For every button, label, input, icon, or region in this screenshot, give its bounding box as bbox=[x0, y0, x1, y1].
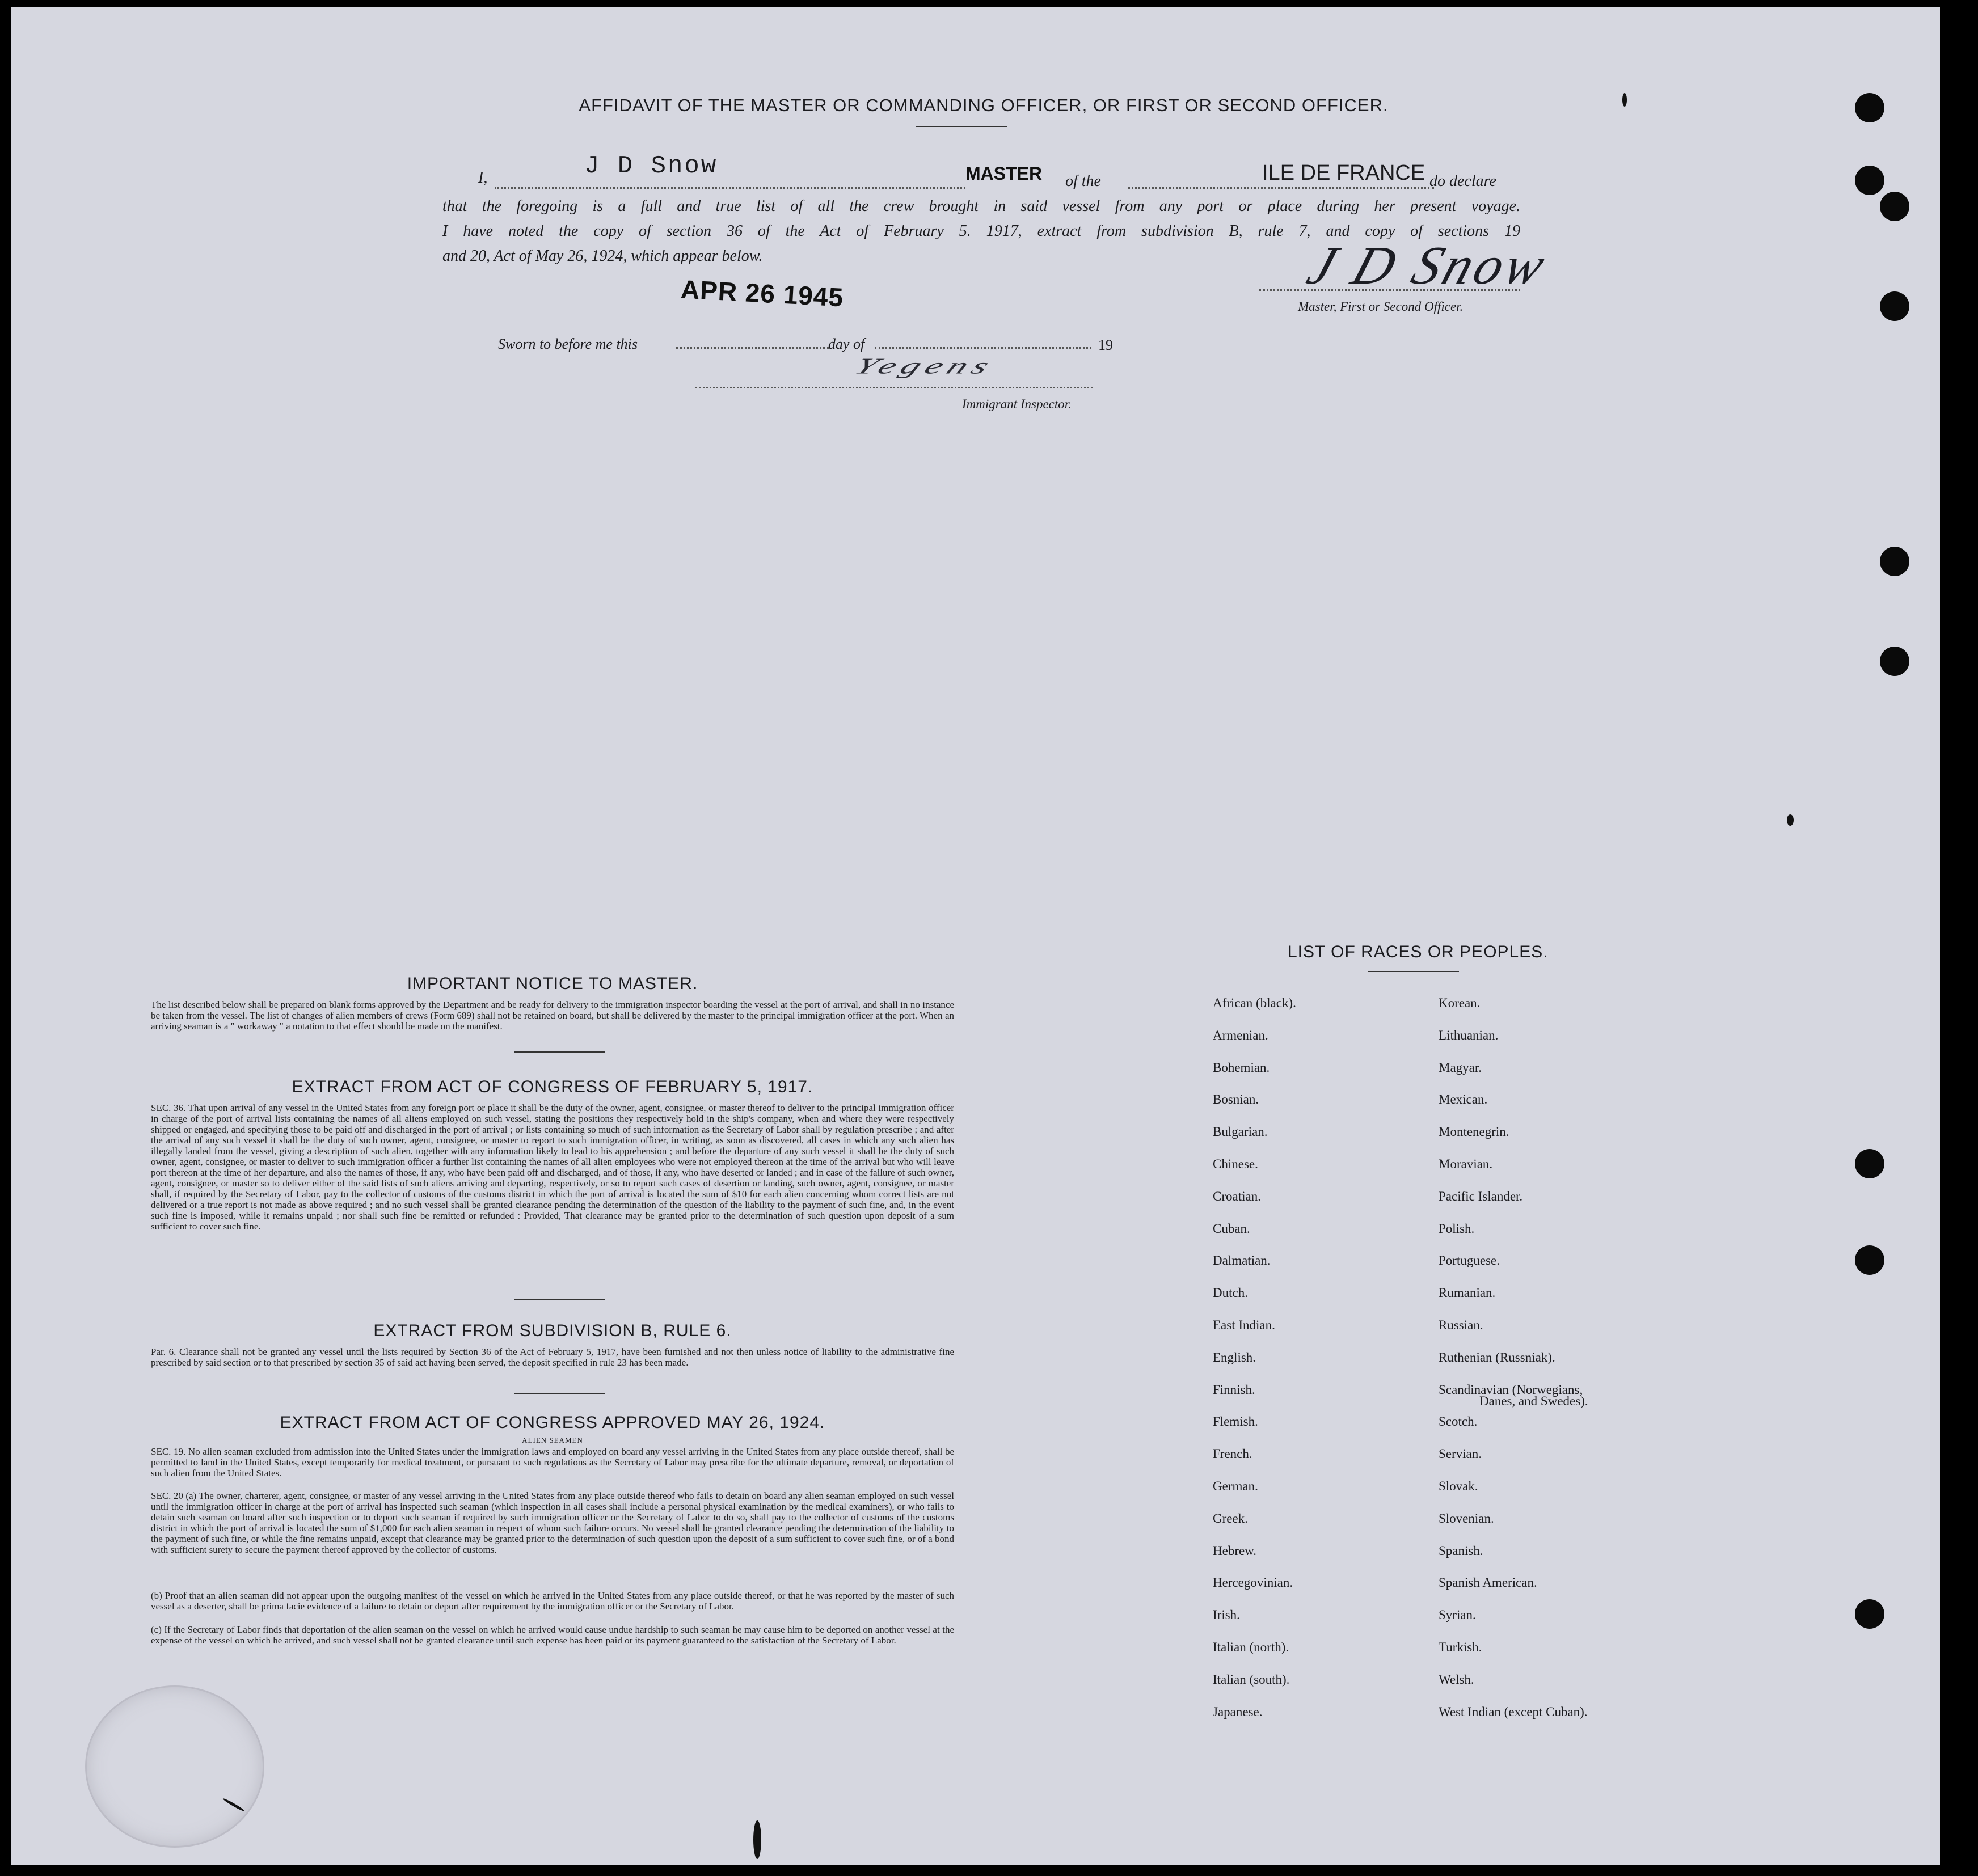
notice-divider bbox=[514, 1051, 605, 1053]
day-of-label: day of bbox=[828, 336, 865, 352]
binding-hole bbox=[1880, 647, 1909, 676]
rank-stamp: MASTER bbox=[965, 163, 1043, 184]
extract-1917-divider bbox=[514, 1299, 605, 1300]
race-item: Irish. bbox=[1213, 1608, 1240, 1622]
of-the-line bbox=[1128, 187, 1434, 189]
title-underline bbox=[916, 126, 1007, 127]
race-item: Croatian. bbox=[1213, 1189, 1261, 1203]
master-name: J D Snow bbox=[584, 152, 718, 180]
page-edge bbox=[1940, 0, 1978, 1876]
race-item: Hebrew. bbox=[1213, 1544, 1257, 1558]
sworn-label: Sworn to before me this bbox=[498, 336, 638, 352]
race-item: Turkish. bbox=[1439, 1640, 1482, 1654]
notice-body: The list described below shall be prepared on blank forms approved by the Department and be ready for delivery to the immigration inspector boarding the vessel at the port of arrival, and shall in no instance be taken from the vessel. The list of changes of alien members of crews (Form 689) shall not be retained on board, but shall be delivered by the master to the principal immigration officer at the port. When an arriving seaman is a " workaway " a notation to that effect should be made on the manifest. bbox=[151, 999, 954, 1032]
race-item: Dalmatian. bbox=[1213, 1253, 1271, 1267]
race-item: Lithuanian. bbox=[1439, 1028, 1499, 1042]
race-item: Syrian. bbox=[1439, 1608, 1476, 1622]
sworn-month-line bbox=[875, 347, 1091, 349]
do-declare-label: do declare bbox=[1429, 172, 1496, 190]
race-item: Magyar. bbox=[1439, 1060, 1482, 1075]
race-item: German. bbox=[1213, 1479, 1258, 1493]
race-item: Flemish. bbox=[1213, 1414, 1258, 1429]
race-item: Scandinavian (Norwegians, bbox=[1439, 1383, 1583, 1397]
race-item: Mexican. bbox=[1439, 1092, 1488, 1106]
race-item: French. bbox=[1213, 1447, 1252, 1461]
races-title: LIST OF RACES OR PEOPLES. bbox=[1288, 943, 1549, 961]
race-item: Spanish American. bbox=[1439, 1575, 1537, 1590]
extract-1917-body: SEC. 36. That upon arrival of any vessel in the United States from any foreign port or place it shall be the duty of the owner, agent, consignee, or master thereof to deliver to the principal immigration officer in charge of the port of arrival lists containing the names of all aliens employed on such vessel, stating the positions they respectively hold in the ship's company, when and where they were respectively shipped or engaged, and specifying those to be paid off and discharged in the port of arrival ; or lists containing so much of such information as the Secretary of Labor shall by regulation prescribe ; and after the arrival of any such vessel it shall be the duty of such owner, agent, consignee, or master to report to such immigration officer, in writing, as soon as discovered, all cases in which any such alien has illegally landed from the vessel, giving a description of such alien, together with any information likely to lead to his apprehension ; and before the departure of any such vessel it shall be the duty of such owner, agent, consignee, or master to deliver to such immigration officer a further list containing the names of all alien employees who were not employed thereon at the time of the arrival but who will leave port thereon at the time of her departure, and also the names of those, if any, who have been paid off and discharged, and of those, if any, who have deserted or landed ; and in case of the failure of such owner, agent, consignee, or master so to deliver either of the said lists of such aliens arriving and departing, respectively, or so to report such cases of desertion or landing, such owner, agent, consignee, or master shall, if required by the Secretary of Labor, pay to the collector of customs of the customs district in which the port of arrival is located the sum of $10 for each alien concerning whom correct lists are not delivered or a true report is not made as above required ; and no such vessel shall be granted clearance pending the determination of the question of the liability to the payment of such fine, and, in the event such fine is imposed, while it remains unpaid ; nor shall such fine be remitted or refunded : Provided, That clearance may be granted prior to the determination of such question upon deposit of a sum sufficient to cover such fine. bbox=[151, 1102, 954, 1232]
race-item: Korean. bbox=[1439, 996, 1481, 1010]
race-item: Rumanian. bbox=[1439, 1286, 1496, 1300]
race-scandinavian-continued: Danes, and Swedes). bbox=[1479, 1394, 1588, 1408]
affidavit-title: AFFIDAVIT OF THE MASTER OR COMMANDING OFFICER, OR FIRST OR SECOND OFFICER. bbox=[579, 95, 1389, 115]
race-item: African (black). bbox=[1213, 996, 1296, 1010]
of-the-label: of the bbox=[1065, 172, 1101, 190]
master-signature-text: J D Snow bbox=[1300, 235, 1557, 295]
race-item: Italian (north). bbox=[1213, 1640, 1289, 1654]
embossed-seal bbox=[85, 1685, 264, 1848]
affidavit-line-4: and 20, Act of May 26, 1924, which appear below. bbox=[442, 247, 763, 265]
race-item: Cuban. bbox=[1213, 1222, 1250, 1236]
subdivision-b-body: Par. 6. Clearance shall not be granted any vessel until the lists required by Section 36 of the Act of February 5, 1917, have been furnished and not then unless notice of liability to the administrative fine prescribed by said section or to that prescribed by section 35 of said act having been served, the deposit specified in rule 23 has been made. bbox=[151, 1346, 954, 1368]
inspector-line bbox=[695, 387, 1093, 388]
year-prefix: 19 bbox=[1098, 337, 1113, 353]
race-item: Bosnian. bbox=[1213, 1092, 1259, 1106]
sec20a-body: SEC. 20 (a) The owner, charterer, agent, consignee, or master of any vessel arriving in the United States from any place outside thereof who fails to detain on board any alien seaman employed on such vessel until the immigration officer in charge at the port of arrival has inspected such seaman (which inspection in all cases shall include a personal physical examination by the medical examiners), or who fails to detain such seaman on board after such inspection or to deport such seaman if required by such immigration officer or the Secretary of Labor to do so, shall pay to the collector of customs of the customs district in which the port of arrival is located the sum of $1,000 for each alien seaman in respect of whom such failure occurs. No vessel shall be granted clearance pending the determination of the liability to the payment of such fine, or while the fine remains unpaid, except that clearance may be granted prior to the determination of such question upon the deposit of a sum sufficient to cover such fine, or of a bond with sufficient surety to secure the payment thereof approved by the collector of customs. bbox=[151, 1490, 954, 1555]
sec20b-body: (b) Proof that an alien seaman did not appear upon the outgoing manifest of the vessel on which he arrived in the United States from any place outside thereof, or that he was reported by the master of such vessel as a deserter, shall be prima facie evidence of a failure to detain or deport after requirement by the immigration officer or the Secretary of Labor. bbox=[151, 1590, 954, 1612]
signature-caption: Master, First or Second Officer. bbox=[1298, 299, 1464, 314]
alien-seamen-subtitle: ALIEN SEAMEN bbox=[522, 1436, 583, 1444]
date-stamp: APR 26 1945 bbox=[680, 274, 845, 312]
binding-hole bbox=[1855, 1599, 1884, 1629]
race-item: Welsh. bbox=[1439, 1672, 1474, 1687]
extract-1917-title: EXTRACT FROM ACT OF CONGRESS OF FEBRUARY 5, 1917. bbox=[292, 1078, 813, 1096]
race-item: Slovak. bbox=[1439, 1479, 1478, 1493]
affidavit-i-label: I, bbox=[478, 169, 488, 187]
master-signature bbox=[1300, 234, 1557, 297]
race-item: Slovenian. bbox=[1439, 1511, 1494, 1526]
binding-hole bbox=[1880, 291, 1909, 321]
vessel-name: ILE DE FRANCE bbox=[1262, 161, 1425, 185]
binding-hole bbox=[1855, 1149, 1884, 1178]
race-item: Portuguese. bbox=[1439, 1253, 1500, 1267]
race-item: West Indian (except Cuban). bbox=[1439, 1705, 1588, 1719]
ink-mark bbox=[1787, 814, 1794, 826]
race-item: Polish. bbox=[1439, 1222, 1475, 1236]
affidavit-line-3: I have noted the copy of section 36 of the Act of February 5. 1917, extract from subdivision B, rule 7, and copy of sections 19 bbox=[442, 222, 1520, 240]
ink-mark bbox=[1622, 93, 1627, 107]
binding-hole bbox=[1855, 166, 1884, 195]
race-item: Finnish. bbox=[1213, 1383, 1255, 1397]
sworn-day-line bbox=[676, 347, 829, 349]
binding-hole bbox=[1880, 192, 1909, 221]
race-item: Greek. bbox=[1213, 1511, 1248, 1526]
race-item: Russian. bbox=[1439, 1318, 1483, 1332]
affidavit-line-2: that the foregoing is a full and true list of all the crew brought in said vessel from any port or place during her present voyage. bbox=[442, 197, 1520, 215]
race-item: Dutch. bbox=[1213, 1286, 1248, 1300]
sec20c-body: (c) If the Secretary of Labor finds that deportation of the alien seaman on the vessel on which he arrived would cause undue hardship to such seaman he may cause him to be deported on another vessel at the expense of the vessel on which he arrived, and such vessel shall not be granted clearance until such expense has been paid or its payment guaranteed to the satisfaction of the Secretary of Labor. bbox=[151, 1624, 954, 1646]
race-item: Japanese. bbox=[1213, 1705, 1263, 1719]
race-item: Servian. bbox=[1439, 1447, 1482, 1461]
binding-hole bbox=[1855, 1245, 1884, 1275]
race-item: Scotch. bbox=[1439, 1414, 1478, 1429]
subdivision-b-title: EXTRACT FROM SUBDIVISION B, RULE 6. bbox=[373, 1321, 732, 1340]
sec19-body: SEC. 19. No alien seaman excluded from admission into the United States under the immigration laws and employed on board any vessel arriving in the United States from any place outside thereof, shall be permitted to land in the United States, except temporarily for medical treatment, or pursuant to such regulations as the Secretary of Labor may prescribe for the ultimate departure, removal, or deportation of such alien from the United States. bbox=[151, 1446, 954, 1478]
race-item: Ruthenian (Russniak). bbox=[1439, 1350, 1555, 1364]
race-item: Montenegrin. bbox=[1439, 1125, 1509, 1139]
race-item: Armenian. bbox=[1213, 1028, 1268, 1042]
notice-title: IMPORTANT NOTICE TO MASTER. bbox=[407, 974, 698, 993]
binding-hole bbox=[1855, 93, 1884, 122]
binding-hole bbox=[1880, 547, 1909, 576]
races-underline bbox=[1368, 971, 1459, 972]
race-item: Spanish. bbox=[1439, 1544, 1483, 1558]
race-item: Pacific Islander. bbox=[1439, 1189, 1523, 1203]
race-item: Hercegovinian. bbox=[1213, 1575, 1293, 1590]
name-line bbox=[495, 187, 965, 189]
race-item: Italian (south). bbox=[1213, 1672, 1290, 1687]
race-item: Chinese. bbox=[1213, 1157, 1258, 1171]
race-item: Bohemian. bbox=[1213, 1060, 1270, 1075]
race-item: English. bbox=[1213, 1350, 1256, 1364]
inspector-caption: Immigrant Inspector. bbox=[962, 397, 1072, 411]
ink-mark bbox=[753, 1820, 761, 1859]
signature-line bbox=[1259, 289, 1520, 291]
race-item: East Indian. bbox=[1213, 1318, 1275, 1332]
subdivision-b-divider bbox=[514, 1393, 605, 1394]
inspector-signature: Yegens bbox=[850, 353, 1000, 379]
race-item: Moravian. bbox=[1439, 1157, 1493, 1171]
race-item: Bulgarian. bbox=[1213, 1125, 1268, 1139]
extract-1924-title: EXTRACT FROM ACT OF CONGRESS APPROVED MAY 26, 1924. bbox=[280, 1413, 825, 1432]
document-page bbox=[11, 7, 1956, 1865]
